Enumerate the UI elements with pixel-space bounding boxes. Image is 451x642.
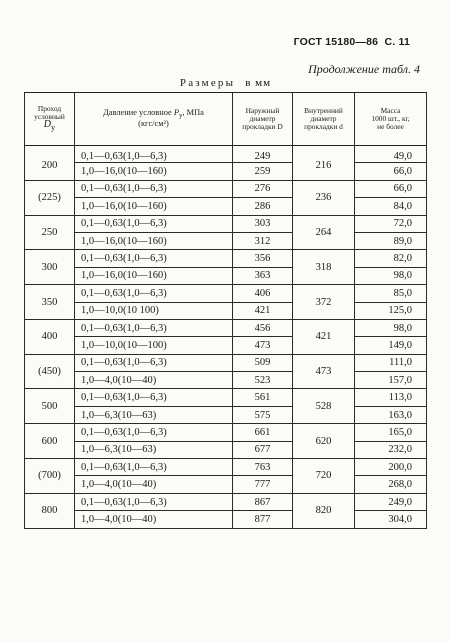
- outer-diameter-cell: 777: [233, 476, 293, 493]
- nominal-bore-cell: 250: [25, 215, 75, 250]
- outer-diameter-cell: 406: [233, 285, 293, 302]
- table-row: [25, 354, 427, 371]
- col5-line3: не более: [377, 121, 404, 131]
- pressure-cell: 1,0—16,0(10—160): [75, 198, 233, 215]
- mass-cell: 82,0: [355, 250, 427, 267]
- standard-number: ГОСТ 15180—86: [293, 36, 379, 48]
- table-row: [25, 163, 427, 180]
- mass-cell: 66,0: [355, 180, 427, 197]
- outer-diameter-cell: 523: [233, 372, 293, 389]
- pressure-cell: 0,1—0,63(1,0—6,3): [75, 424, 233, 441]
- table-row: [25, 372, 427, 389]
- outer-diameter-cell: 312: [233, 232, 293, 249]
- nominal-bore-cell: 200: [25, 146, 75, 181]
- col4-line1: Внутренний: [304, 106, 343, 116]
- mass-cell: 84,0: [355, 198, 427, 215]
- table-row: [25, 459, 427, 476]
- col-header-outer-diameter: [233, 93, 293, 146]
- col4-line3: прокладки d: [304, 121, 343, 131]
- pressure-cell: 1,0—16,0(10—160): [75, 163, 233, 180]
- col3-line3: прокладки D: [242, 121, 283, 131]
- col2-symbol: P: [173, 108, 179, 118]
- page-header: [200, 36, 410, 48]
- table-row: [25, 441, 427, 458]
- col-header-mass: [355, 93, 427, 146]
- outer-diameter-cell: 867: [233, 493, 293, 510]
- inner-diameter-cell: 264: [293, 215, 355, 250]
- pressure-cell: 0,1—0,63(1,0—6,3): [75, 389, 233, 406]
- outer-diameter-cell: 259: [233, 163, 293, 180]
- nominal-bore-cell: 600: [25, 424, 75, 459]
- pressure-cell: 0,1—0,63(1,0—6,3): [75, 493, 233, 510]
- outer-diameter-cell: 421: [233, 302, 293, 319]
- mass-cell: 249,0: [355, 493, 427, 510]
- pressure-cell: 0,1—0,63(1,0—6,3): [75, 459, 233, 476]
- table-body: [25, 146, 427, 529]
- mass-cell: 200,0: [355, 459, 427, 476]
- outer-diameter-cell: 356: [233, 250, 293, 267]
- table-header-row: [25, 93, 427, 146]
- mass-cell: 149,0: [355, 337, 427, 354]
- col1-symbol: D: [43, 119, 52, 131]
- col-header-inner-diameter: [293, 93, 355, 146]
- outer-diameter-cell: 249: [233, 146, 293, 163]
- inner-diameter-cell: 318: [293, 250, 355, 285]
- outer-diameter-cell: 561: [233, 389, 293, 406]
- nominal-bore-cell: (225): [25, 180, 75, 215]
- table-row: [25, 180, 427, 197]
- pressure-cell: 1,0—16,0(10—160): [75, 232, 233, 249]
- table-row: [25, 250, 427, 267]
- outer-diameter-cell: 456: [233, 319, 293, 336]
- page-number: С. 11: [384, 36, 410, 48]
- table-row: [25, 267, 427, 284]
- pressure-cell: 0,1—0,63(1,0—6,3): [75, 285, 233, 302]
- outer-diameter-cell: 575: [233, 406, 293, 423]
- col2-line2: (кгс/см²): [138, 119, 169, 129]
- nominal-bore-cell: (450): [25, 354, 75, 389]
- table-row: [25, 146, 427, 163]
- mass-cell: 232,0: [355, 441, 427, 458]
- mass-cell: 85,0: [355, 285, 427, 302]
- outer-diameter-cell: 677: [233, 441, 293, 458]
- table-row: [25, 406, 427, 423]
- table-row: [25, 232, 427, 249]
- pressure-cell: 1,0—6,3(10—63): [75, 406, 233, 423]
- pressure-cell: 1,0—4,0(10—40): [75, 511, 233, 528]
- col3-line2: диаметр: [249, 114, 276, 124]
- mass-cell: 268,0: [355, 476, 427, 493]
- col1-sub: y: [51, 123, 56, 133]
- pressure-cell: 1,0—4,0(10—40): [75, 372, 233, 389]
- col4-line2: диаметр: [310, 114, 337, 124]
- pressure-cell: 1,0—16,0(10—160): [75, 267, 233, 284]
- nominal-bore-cell: (700): [25, 459, 75, 494]
- pressure-cell: 0,1—0,63(1,0—6,3): [75, 180, 233, 197]
- col-header-nominal-pressure: [75, 93, 233, 146]
- nominal-bore-cell: 500: [25, 389, 75, 424]
- pressure-cell: 0,1—0,63(1,0—6,3): [75, 250, 233, 267]
- table-row: [25, 337, 427, 354]
- outer-diameter-cell: 286: [233, 198, 293, 215]
- gasket-dimensions-table: [24, 92, 427, 529]
- pressure-cell: 1,0—6,3(10—63): [75, 441, 233, 458]
- mass-cell: 111,0: [355, 354, 427, 371]
- pressure-cell: 0,1—0,63(1,0—6,3): [75, 319, 233, 336]
- inner-diameter-cell: 820: [293, 493, 355, 528]
- col2-text: Давление условное: [103, 108, 172, 118]
- inner-diameter-cell: 528: [293, 389, 355, 424]
- outer-diameter-cell: 763: [233, 459, 293, 476]
- col2-sub: y: [178, 111, 183, 120]
- inner-diameter-cell: 236: [293, 180, 355, 215]
- table-continuation-caption: Продолжение табл. 4: [308, 62, 420, 76]
- col3-line1: Наружный: [245, 106, 280, 116]
- table-row: [25, 493, 427, 510]
- outer-diameter-cell: 509: [233, 354, 293, 371]
- pressure-cell: 0,1—0,63(1,0—6,3): [75, 146, 233, 163]
- col1-line2: условный: [34, 111, 65, 121]
- mass-cell: 165,0: [355, 424, 427, 441]
- table-row: [25, 476, 427, 493]
- pressure-cell: 1,0—10,0(10—100): [75, 337, 233, 354]
- nominal-bore-cell: 800: [25, 493, 75, 528]
- nominal-bore-cell: 300: [25, 250, 75, 285]
- table-row: [25, 215, 427, 232]
- inner-diameter-cell: 372: [293, 285, 355, 320]
- table-row: [25, 198, 427, 215]
- mass-cell: 89,0: [355, 232, 427, 249]
- inner-diameter-cell: 720: [293, 459, 355, 494]
- mass-cell: 98,0: [355, 267, 427, 284]
- table-row: [25, 319, 427, 336]
- mass-cell: 49,0: [355, 146, 427, 163]
- col5-line1: Масса: [380, 106, 401, 116]
- nominal-bore-cell: 350: [25, 285, 75, 320]
- col1-line1: Проход: [37, 103, 62, 113]
- outer-diameter-cell: 303: [233, 215, 293, 232]
- dimensions-unit: в мм: [245, 77, 272, 89]
- col-header-nominal-bore: [25, 93, 75, 146]
- mass-cell: 66,0: [355, 163, 427, 180]
- dimensions-label: Размеры: [179, 77, 236, 89]
- mass-cell: 113,0: [355, 389, 427, 406]
- pressure-cell: 0,1—0,63(1,0—6,3): [75, 215, 233, 232]
- mass-cell: 163,0: [355, 406, 427, 423]
- inner-diameter-cell: 421: [293, 319, 355, 354]
- mass-cell: 98,0: [355, 319, 427, 336]
- inner-diameter-cell: 216: [293, 146, 355, 181]
- outer-diameter-cell: 661: [233, 424, 293, 441]
- pressure-cell: 1,0—4,0(10—40): [75, 476, 233, 493]
- pressure-cell: 1,0—10,0(10 100): [75, 302, 233, 319]
- col5-line2: 1000 шт., кг,: [371, 114, 410, 124]
- inner-diameter-cell: 473: [293, 354, 355, 389]
- table-row: [25, 285, 427, 302]
- table-row: [25, 389, 427, 406]
- outer-diameter-cell: 877: [233, 511, 293, 528]
- outer-diameter-cell: 363: [233, 267, 293, 284]
- mass-cell: 157,0: [355, 372, 427, 389]
- table-row: [25, 511, 427, 528]
- outer-diameter-cell: 276: [233, 180, 293, 197]
- outer-diameter-cell: 473: [233, 337, 293, 354]
- mass-cell: 125,0: [355, 302, 427, 319]
- pressure-cell: 0,1—0,63(1,0—6,3): [75, 354, 233, 371]
- mass-cell: 72,0: [355, 215, 427, 232]
- mass-cell: 304,0: [355, 511, 427, 528]
- inner-diameter-cell: 620: [293, 424, 355, 459]
- table-row: [25, 302, 427, 319]
- dimensions-caption: [0, 77, 451, 89]
- col2-unit: , МПа: [182, 108, 204, 118]
- table-row: [25, 424, 427, 441]
- nominal-bore-cell: 400: [25, 319, 75, 354]
